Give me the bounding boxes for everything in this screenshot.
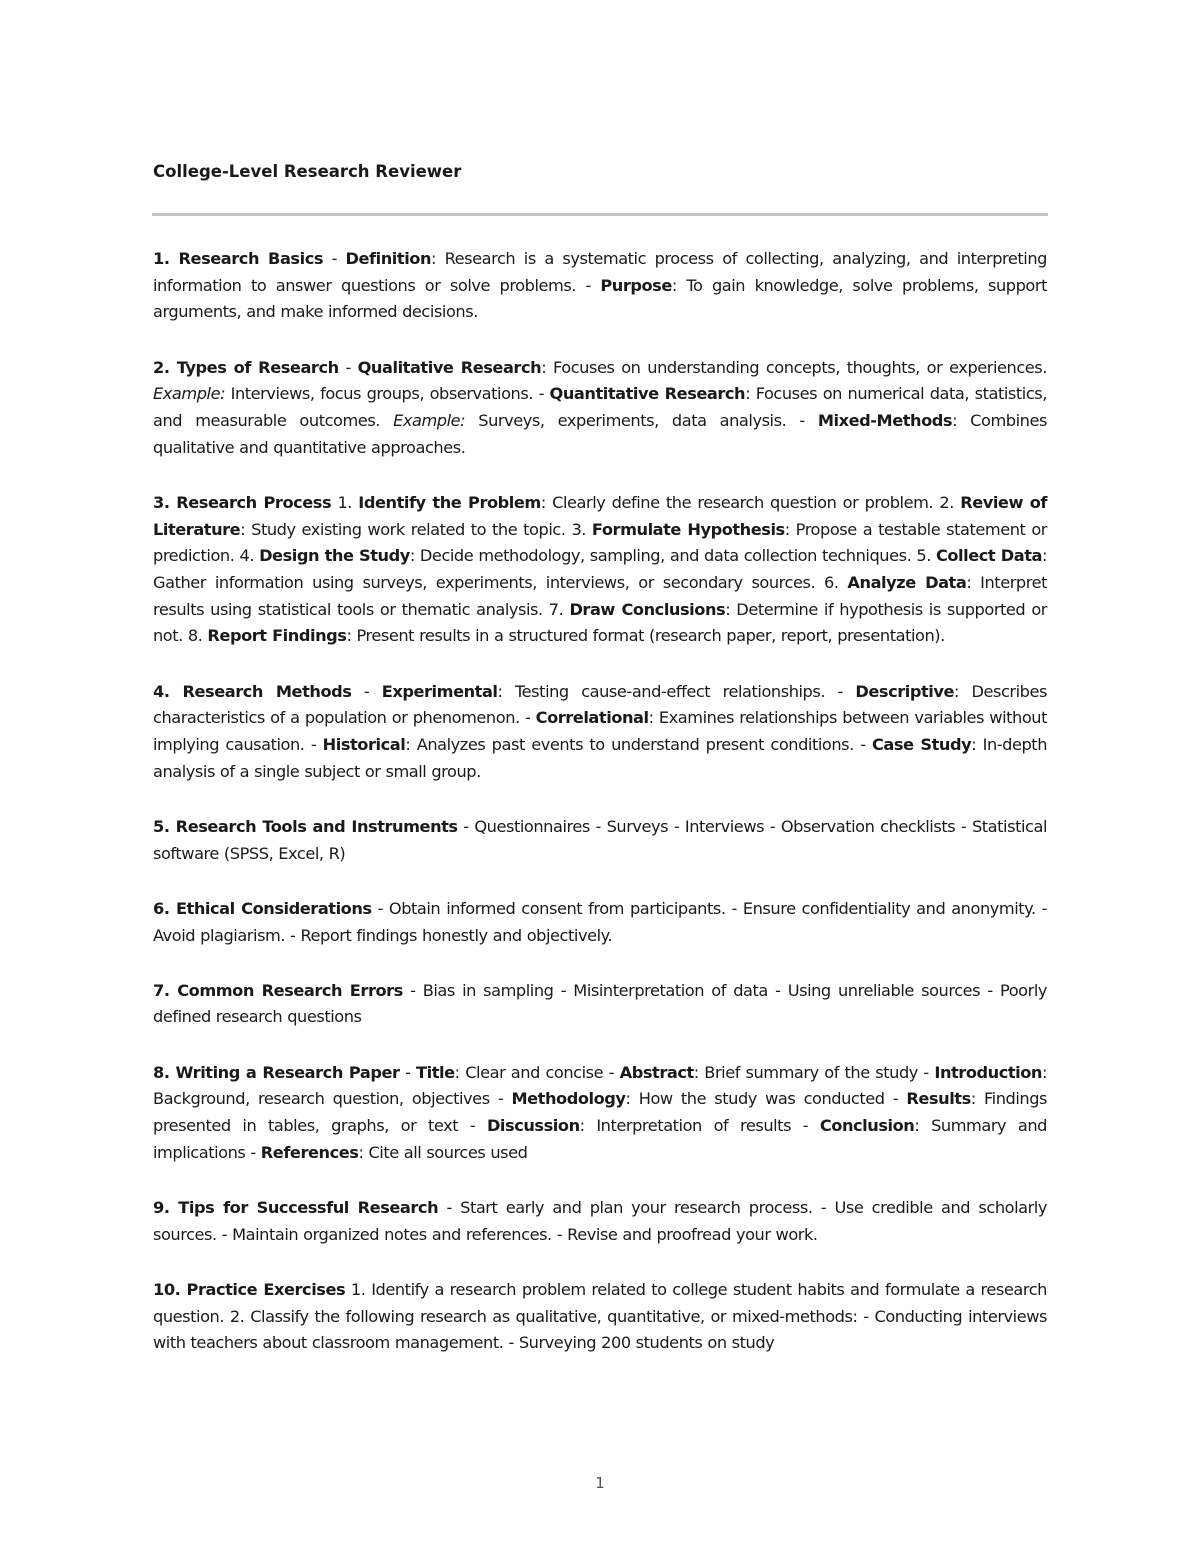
body-text: - Bias in sampling - Misinterpretation of data - Using unreliable sources - Poorly defined research questions — [153, 980, 1048, 1027]
term-label: Discussion — [486, 1116, 580, 1136]
term-label: Qualitative Research — [357, 357, 542, 377]
section-3 — [153, 490, 1047, 650]
section-8 — [153, 1060, 1047, 1167]
body-text: : Study existing work related to the topic. 3. — [240, 519, 592, 539]
body-text: : Combines qualitative and quantitative approaches. — [153, 411, 1047, 457]
body-text: : Research is a systematic process of collecting, analyzing, and interpreting information to answer questions or solve problems. - — [153, 249, 1047, 295]
document-body — [153, 246, 1047, 1386]
term-label: Quantitative Research — [549, 384, 746, 404]
body-text: : Decide methodology, sampling, and data collection techniques. 5. — [409, 546, 936, 566]
section-heading: 2. Types of Research — [153, 357, 339, 377]
term-label: Historical — [322, 735, 406, 755]
term-label: Purpose — [600, 275, 672, 295]
section-6 — [153, 896, 1047, 949]
body-text: : Interpretation of results - — [579, 1116, 820, 1136]
body-text: : Present results in a structured format (research paper, report, presentation). — [346, 626, 945, 646]
section-heading: 5. Research Tools and Instruments — [153, 816, 458, 836]
body-text: Interviews, focus groups, observations. - — [225, 384, 550, 404]
term-label: Mixed-Methods — [817, 411, 953, 431]
body-text: - — [399, 1062, 417, 1082]
body-text: : Focuses on numerical data, statistics, and measurable outcomes. — [153, 384, 1047, 431]
body-text: : Background, research question, objectives - — [153, 1062, 1048, 1109]
section-heading: 6. Ethical Considerations — [153, 898, 372, 918]
page-number: 1 — [595, 1474, 605, 1492]
term-label: Experimental — [381, 681, 498, 701]
term-label: Abstract — [619, 1062, 694, 1082]
body-text: : In-depth analysis of a single subject or small group. — [153, 735, 1048, 781]
section-heading: 7. Common Research Errors — [153, 980, 403, 1000]
body-text: : Describes characteristics of a population or phenomenon. - — [153, 681, 1048, 728]
section-9 — [153, 1195, 1047, 1248]
term-label: Title — [416, 1062, 455, 1082]
body-text: : Determine if hypothesis is supported or not. 8. — [153, 599, 1047, 646]
term-label: Definition — [345, 249, 432, 268]
body-text: 1. Identify a research problem related to college student habits and formulate a research question. 2. Classify the following research as qualitative, quantitative, or mixed-methods: - Conducting interviews with teachers about classroom management. - Surveying 200 students on study — [153, 1279, 1047, 1353]
example-label: Example: — [153, 384, 226, 404]
section-1 — [153, 246, 1047, 326]
term-label: Case Study — [871, 735, 972, 755]
example-label: Example: — [393, 411, 466, 431]
horizontal-rule — [152, 213, 1048, 216]
term-label: Descriptive — [855, 681, 955, 701]
body-text: - — [338, 357, 358, 377]
section-5 — [153, 814, 1047, 867]
body-text: : How the study was conducted - — [625, 1089, 907, 1109]
term-label: Collect Data — [935, 546, 1042, 566]
body-text: 1. — [331, 492, 359, 512]
body-text: : Brief summary of the study - — [693, 1062, 935, 1082]
body-text: Surveys, experiments, data analysis. - — [465, 411, 818, 431]
term-label: Review of Literature — [153, 492, 1047, 539]
term-label: References — [260, 1142, 359, 1162]
section-2 — [153, 355, 1047, 462]
term-label: Analyze Data — [847, 573, 967, 593]
body-text: - — [351, 681, 382, 701]
body-text: : Focuses on understanding concepts, thoughts, or experiences. — [541, 357, 1047, 377]
body-text: : Examines relationships between variables without implying causation. - — [153, 708, 1047, 755]
section-heading: 10. Practice Exercises — [153, 1279, 346, 1299]
body-text: : Clear and concise - — [454, 1062, 620, 1082]
body-text: : To gain knowledge, solve problems, support arguments, and make informed decisions. — [153, 275, 1047, 322]
term-label: Formulate Hypothesis — [591, 519, 785, 539]
section-heading: 8. Writing a Research Paper — [153, 1062, 400, 1082]
section-10 — [153, 1277, 1047, 1357]
document-title: College-Level Research Reviewer — [153, 162, 462, 181]
term-label: Methodology — [511, 1089, 626, 1109]
term-label: Identify the Problem — [358, 492, 541, 512]
term-label: Draw Conclusions — [569, 599, 726, 619]
body-text: : Summary and implications - — [153, 1116, 1047, 1162]
body-text: : Clearly define the research question or problem. 2. — [540, 492, 961, 512]
body-text: - Questionnaires - Surveys - Interviews - Observation checklists - Statistical software (SPSS, Excel, R) — [153, 816, 1047, 863]
body-text: : Analyzes past events to understand present conditions. - — [405, 735, 872, 755]
body-text: - Start early and plan your research process. - Use credible and scholarly sources. - Maintain organized notes and references. - Revise and proofread your work. — [153, 1197, 1047, 1244]
body-text: : Interpret results using statistical tools or thematic analysis. 7. — [153, 573, 1047, 619]
term-label: Correlational — [535, 708, 649, 728]
body-text: : Cite all sources used — [358, 1142, 528, 1162]
term-label: Design the Study — [259, 546, 410, 566]
body-text: : Gather information using surveys, experiments, interviews, or secondary sources. 6. — [153, 546, 1047, 593]
section-heading: 3. Research Process — [153, 492, 332, 512]
term-label: Conclusion — [819, 1116, 915, 1136]
term-label: Report Findings — [207, 626, 347, 646]
body-text: - — [323, 249, 346, 268]
section-heading: 4. Research Methods — [153, 681, 352, 701]
section-heading: 9. Tips for Successful Research — [153, 1197, 439, 1217]
term-label: Results — [906, 1089, 971, 1109]
section-heading: 1. Research Basics — [153, 249, 324, 268]
body-text: : Findings presented in tables, graphs, or text - — [153, 1089, 1047, 1136]
section-7 — [153, 978, 1047, 1031]
body-text: - Obtain informed consent from participants. - Ensure confidentiality and anonymity. - Avoid plagiarism. - Report findings honestly and objectively. — [153, 898, 1048, 945]
term-label: Introduction — [934, 1062, 1043, 1082]
body-text: : Propose a testable statement or prediction. 4. — [153, 519, 1048, 566]
section-4 — [153, 679, 1047, 786]
body-text: : Testing cause-and-effect relationships. - — [497, 681, 856, 701]
